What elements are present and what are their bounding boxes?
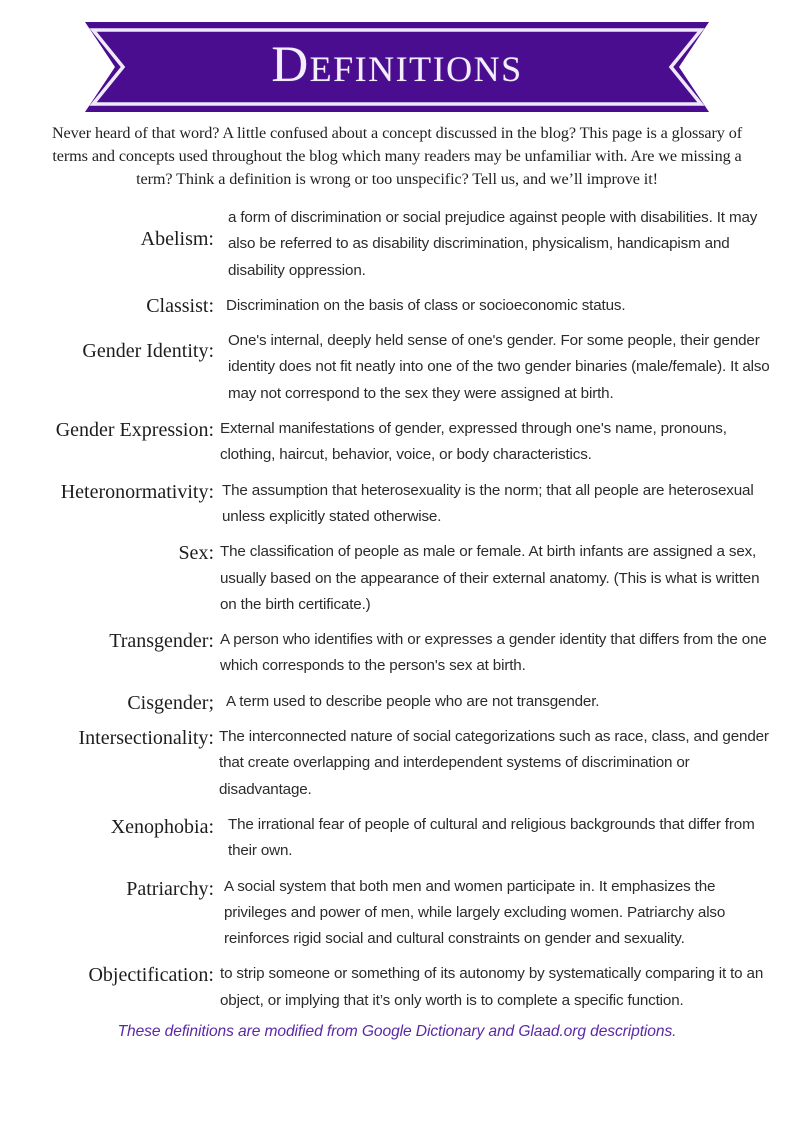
- glossary-entry: [0, 874, 794, 953]
- glossary-entry: [0, 416, 794, 469]
- glossary-definition: to strip someone or something of its autonomy by systematically comparing it to an object, or implying that it’s only worth is to complete a specific function.: [220, 965, 764, 1009]
- glossary-term: Gender Identity:: [82, 340, 214, 363]
- glossary-entry: [0, 689, 794, 715]
- source-attribution: These definitions are modified from Google Dictionary and Glaad.org descriptions.: [117, 1023, 677, 1041]
- page-title: Definitions: [271, 36, 523, 93]
- glossary-term: Transgender:: [109, 630, 214, 653]
- glossary-definition: A term used to describe people who are not transgender.: [226, 692, 600, 710]
- glossary-list: [0, 205, 794, 1014]
- glossary-term: Gender Expression:: [55, 419, 214, 442]
- glossary-term: Heteronormativity:: [60, 480, 214, 503]
- glossary-definition: One's internal, deeply held sense of one's gender. For some people, their gender identity does not fit neatly into one of the two gender binaries (male/female). It also may not correspond to the sex they were assigned at birth.: [228, 332, 770, 402]
- glossary-definition: The assumption that heterosexuality is the norm; that all people are heterosexual unless explicitly stated otherwise.: [222, 481, 754, 525]
- glossary-entry: [0, 627, 794, 680]
- glossary-definition: External manifestations of gender, expressed through one's name, pronouns, clothing, haircut, behavior, voice, or body characteristics.: [220, 420, 727, 464]
- glossary-entry: [0, 293, 794, 319]
- glossary-definition: A social system that both men and women participate in. It emphasizes the privileges and power of men, while largely excluding women. Patriarchy also reinforces rigid social and cultural constraints on gender and sexuality.: [224, 877, 726, 948]
- glossary-definition: a form of discrimination or social prejudice against people with disabilities. It may also be referred to as disability discrimination, physicalism, handicapism and disability oppression.: [228, 209, 758, 279]
- glossary-entry: [0, 478, 794, 531]
- glossary-entry: [0, 812, 794, 865]
- glossary-entry: [0, 961, 794, 1014]
- glossary-entry: [0, 205, 794, 284]
- glossary-entry: [0, 328, 794, 407]
- glossary-definition: The classification of people as male or female. At birth infants are assigned a sex, usually based on the appearance of their external anatomy. (This is what is written on the birth certificate.): [220, 543, 760, 613]
- glossary-term: Classist:: [146, 294, 214, 317]
- glossary-definition: A person who identifies with or expresses a gender identity that differs from the one which corresponds to the person's sex at birth.: [220, 631, 767, 675]
- glossary-term: Intersectionality:: [78, 727, 214, 750]
- glossary-term: Sex:: [178, 542, 214, 565]
- page-banner: [0, 0, 794, 112]
- glossary-definition: The irrational fear of people of cultural and religious backgrounds that differ from their own.: [228, 815, 755, 860]
- glossary-term: Objectification:: [88, 964, 214, 987]
- glossary-term: Xenophobia:: [110, 815, 214, 838]
- glossary-term: Cisgender;: [127, 691, 214, 714]
- glossary-definition: The interconnected nature of social categorizations such as race, class, and gender that create overlapping and interdependent systems of discrimination or disadvantage.: [219, 728, 769, 798]
- glossary-definition: Discrimination on the basis of class or socioeconomic status.: [226, 296, 626, 314]
- glossary-entry: [0, 539, 794, 618]
- intro-paragraph: Never heard of that word? A little confused about a concept discussed in the blog? This page is a glossary of terms and concepts used throughout the blog which many readers may be unfamiliar with. Are we missing a term? Think a definition is wrong or too unspecific? Tell us, and we’ll improve it!: [51, 124, 743, 188]
- glossary-term: Patriarchy:: [126, 877, 214, 900]
- glossary-term: Abelism:: [140, 228, 214, 250]
- glossary-entry: [0, 724, 794, 803]
